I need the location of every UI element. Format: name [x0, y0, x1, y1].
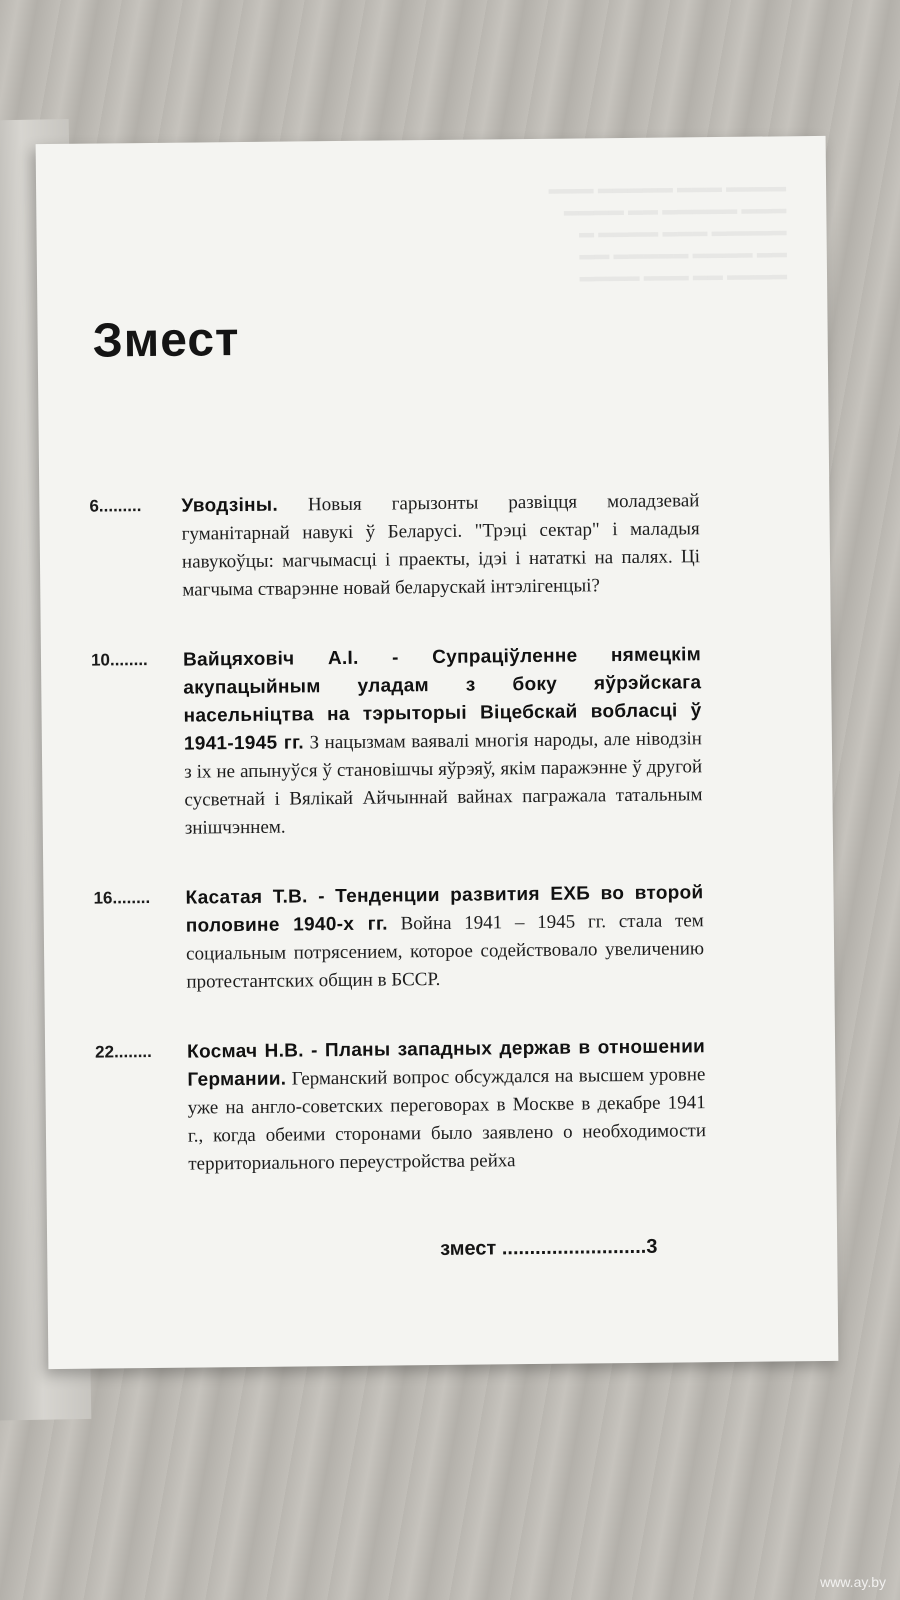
page-title: Змест	[92, 313, 240, 368]
contents-entry	[95, 1033, 706, 1179]
site-watermark: www.ay.by	[820, 1574, 886, 1590]
running-footer	[440, 1236, 657, 1261]
entry-page-number: 6.........	[89, 496, 142, 516]
entry-body: З нацызмам ваявалі многія народы, але ніводзін з іх не апынуўся ў становішчы яўрэяў, якім паражэнне ў другой сусветнай і Вялікай Айчыннай вайнах пагражала татальным знішчэннем.	[184, 728, 703, 839]
contents-entry	[91, 641, 703, 843]
entry-page-number: 10........	[90, 650, 148, 670]
entry-heading: Космач Н.В. - Планы западных держав в отношении Германии.	[187, 1036, 706, 1091]
entry-body: Война 1941 – 1945 гг. стала тем социальным потрясением, которое содействовало увеличению протестантских общин в БССР.	[185, 910, 705, 993]
footer-page-number: 3	[646, 1235, 658, 1258]
entry-heading: Уводзіны.	[181, 494, 279, 517]
entry-text	[181, 487, 700, 604]
entry-body: Германский вопрос обсуждался на высшем уровне уже на англо-советских переговорах в Москве в декабре 1941 г., когда обеими сторонами было заявлено о необходимости территориального переустройства рейха	[187, 1064, 707, 1175]
entry-text	[187, 1033, 706, 1178]
bleed-through-text: ▬▬▬▬ ▬▬▬ ▬▬▬▬▬ ▬▬▬ ▬▬▬ ▬▬▬▬▬ ▬▬ ▬▬▬▬ ▬▬▬▬▬ ▬▬▬ ▬▬▬▬ ▬ ▬▬ ▬▬▬▬ ▬▬▬▬▬ ▬▬ ▬▬▬▬ ▬▬ ▬▬▬ ▬▬▬▬	[548, 178, 788, 286]
entry-page-number: 16........	[93, 888, 151, 908]
booklet-page	[36, 136, 839, 1369]
entry-text	[185, 879, 704, 996]
entry-page-number: 22........	[95, 1042, 152, 1062]
entry-body: Новыя гарызонты развіцця моладзевай гуманітарнай навукі ў Беларусі. "Трэці сектар" і маладыя навукоўцы: магчымасці і праекты, ідэі і нататкі на палях. Ці магчыма стварэнне новай беларускай інтэлігенцыі?	[181, 490, 701, 601]
footer-label: змест	[440, 1237, 497, 1260]
contents-entry	[89, 487, 700, 605]
footer-dots: ..........................	[501, 1235, 647, 1260]
entry-heading: Касатая Т.В. - Тенденции развития ЕХБ во второй половине 1940-х гг.	[185, 882, 704, 937]
entry-text	[183, 641, 703, 842]
contents-list	[89, 487, 707, 1221]
entry-heading: Вайцяховіч А.І. - Супраціўленне нямецкім акупацыйным уладам з боку яўрэйскага насельніцтва на тэрыторыі Віцебскай вобласці ў 1941-1945 гг.	[182, 644, 702, 755]
contents-entry	[93, 879, 704, 997]
